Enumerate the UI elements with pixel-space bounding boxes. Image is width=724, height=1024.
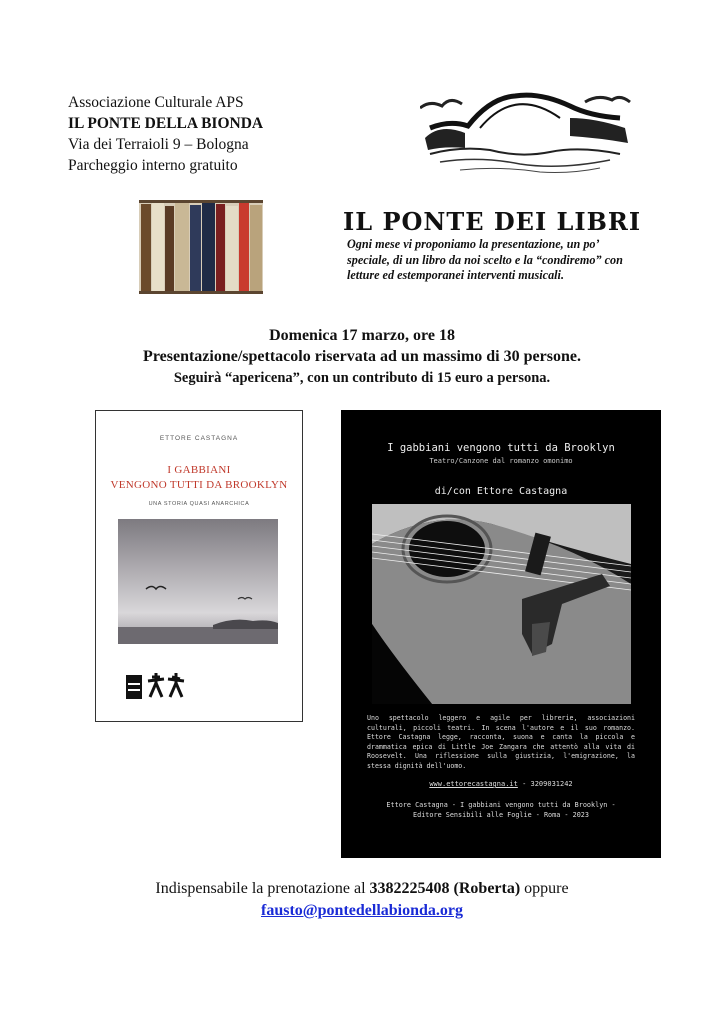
series-title: IL PONTE DEI LIBRI xyxy=(343,207,642,236)
book-cover xyxy=(95,410,303,722)
poster-credit-line1: Ettore Castagna - I gabbiani vengono tutti da Brooklyn - xyxy=(386,801,616,809)
cover-title-line2: VENGONO TUTTI DA BROOKLYN xyxy=(110,479,288,491)
cover-author: ETTORE CASTAGNA xyxy=(159,435,239,442)
event-capacity: Presentazione/spettacolo riservata ad un massimo di 30 persone. xyxy=(143,348,581,365)
poster-author: di/con Ettore Castagna xyxy=(434,486,568,497)
event-apericena: Seguirà “apericena”, con un contributo di 15 euro a persona. xyxy=(173,370,551,386)
cover-subtitle: UNA STORIA QUASI ANARCHICA xyxy=(148,501,250,507)
organization-type: Associazione Culturale APS xyxy=(68,94,244,111)
reservation-line xyxy=(0,878,724,900)
show-poster xyxy=(341,410,661,858)
publisher-logo xyxy=(126,669,196,705)
organization-name: IL PONTE DELLA BIONDA xyxy=(68,115,264,132)
poster-credit-line2: Editore Sensibili alle Foglie - Roma - 2023 xyxy=(413,811,589,819)
cover-seagull-photo xyxy=(118,519,278,644)
reservation-oppure: oppure xyxy=(520,880,569,897)
guitar-and-pistol-photo xyxy=(372,504,631,704)
event-details xyxy=(0,325,724,389)
organization-info xyxy=(68,92,263,176)
poster-credit xyxy=(341,800,661,820)
organization-address: Via dei Terraioli 9 – Bologna xyxy=(68,136,249,153)
poster-title: I gabbiani vengono tutti da Brooklyn xyxy=(387,442,615,454)
poster-phone: - 3209031242 xyxy=(517,780,573,788)
poster-website[interactable]: www.ettorecastagna.it xyxy=(429,780,518,788)
bridge-illustration xyxy=(420,88,632,176)
poster-subtitle: Teatro/Canzone dal romanzo omonimo xyxy=(429,457,573,465)
event-date-time: Domenica 17 marzo, ore 18 xyxy=(269,327,455,344)
parking-info: Parcheggio interno gratuito xyxy=(68,157,238,174)
reservation-info xyxy=(0,878,724,922)
poster-contact xyxy=(341,780,661,788)
reservation-email-link[interactable]: fausto@pontedellabionda.org xyxy=(260,902,464,919)
books-photo xyxy=(139,200,263,294)
reservation-phone: 3382225408 (Roberta) xyxy=(369,880,521,897)
cover-title xyxy=(96,463,302,493)
series-description: Ogni mese vi proponiamo la presentazione, un po’ speciale, di un libro da noi scelto e la “condiremo” con letture ed estemporanei interventi musicali. xyxy=(347,237,623,283)
reservation-text: Indispensabile la prenotazione al xyxy=(155,880,370,897)
cover-title-line1: I GABBIANI xyxy=(167,464,231,476)
poster-description: Uno spettacolo leggero e agile per librerie, associazioni culturali, piccoli teatri. In scena l'autore e il suo romanzo. Ettore Castagna legge, racconta, suona e canta la piccola e drammatica epica di Little Joe Zangara che attentò alla vita di Roosevelt. Una riflessione sulla giustizia, l'emigrazione, la stessa dignità dell'uomo. xyxy=(367,714,635,770)
